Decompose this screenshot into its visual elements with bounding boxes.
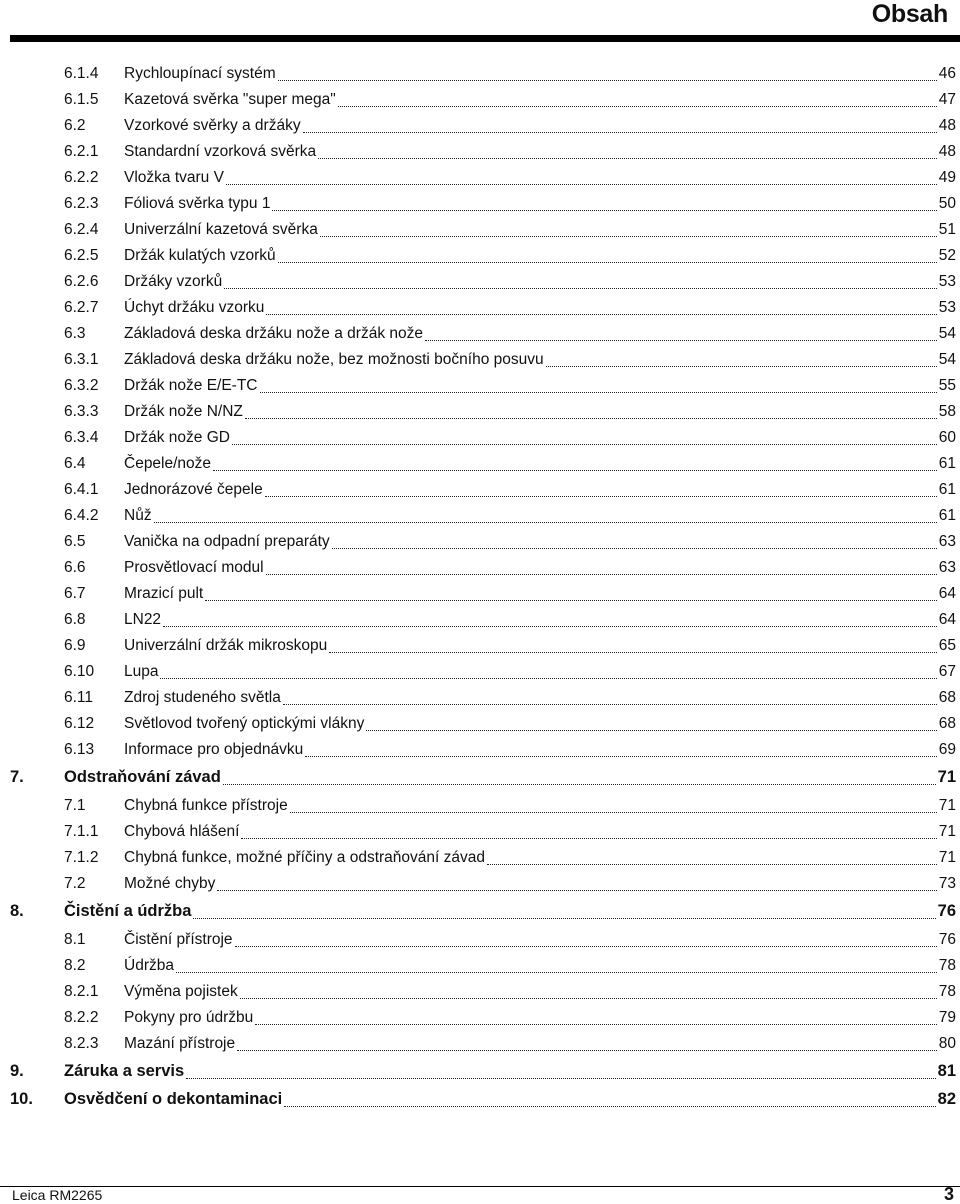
toc-entry-page[interactable]: 51 xyxy=(938,221,956,238)
toc-entry[interactable] xyxy=(10,607,956,633)
toc-entry-title[interactable]: Světlovod tvořený optickými vlákny xyxy=(124,715,365,732)
footer-page-number: 3 xyxy=(943,1184,954,1204)
toc-entry[interactable] xyxy=(10,165,956,191)
toc-entry-page[interactable]: 71 xyxy=(938,823,956,840)
toc-entry-title[interactable]: Chybová hlášení xyxy=(124,823,240,840)
toc-entry-title[interactable]: Údržba xyxy=(124,957,174,974)
toc-entry[interactable] xyxy=(10,737,956,763)
toc-entry-page[interactable]: 67 xyxy=(938,663,956,680)
toc-entry-page[interactable]: 63 xyxy=(938,559,956,576)
toc-entry[interactable] xyxy=(10,295,956,321)
toc-entry-number: 6.1.5 xyxy=(64,91,99,108)
toc-entry-number: 10. xyxy=(10,1090,33,1108)
toc-entry[interactable] xyxy=(10,1057,956,1085)
toc-entry-number: 6.2.6 xyxy=(64,273,99,290)
toc-entry-title[interactable]: Mazání přístroje xyxy=(124,1035,236,1052)
toc-entry-page[interactable]: 48 xyxy=(938,117,956,134)
toc-entry-number: 8.2 xyxy=(64,957,86,974)
dot-leader xyxy=(241,837,936,839)
toc-entry[interactable] xyxy=(10,979,956,1005)
toc-entry-number: 7.1.2 xyxy=(64,849,99,866)
dot-leader xyxy=(329,651,936,653)
toc-entry-page[interactable]: 80 xyxy=(938,1035,956,1052)
toc-entry-page[interactable]: 48 xyxy=(938,143,956,160)
dot-leader xyxy=(193,917,935,919)
dot-leader xyxy=(320,235,937,237)
toc-entry-page[interactable]: 73 xyxy=(938,875,956,892)
toc-entry[interactable] xyxy=(10,1031,956,1057)
dot-leader xyxy=(237,1049,937,1051)
toc-entry-number: 8.2.3 xyxy=(64,1035,99,1052)
toc-entry-number: 6.9 xyxy=(64,637,86,654)
toc-entry-page[interactable]: 63 xyxy=(938,533,956,550)
toc-entry-title[interactable]: Čepele/nože xyxy=(124,455,212,472)
dot-leader xyxy=(255,1023,937,1025)
toc-entry-page[interactable]: 76 xyxy=(938,931,956,948)
toc-entry-title[interactable]: Odstraňování závad xyxy=(64,768,221,786)
toc-entry-title[interactable]: Základová deska držáku nože, bez možnosti bočního posuvu xyxy=(124,351,544,368)
toc-entry-number: 7. xyxy=(10,768,24,786)
toc-entry[interactable] xyxy=(10,1005,956,1031)
toc-entry-number: 6.3.4 xyxy=(64,429,99,446)
toc-entry-number: 6.2.4 xyxy=(64,221,99,238)
toc-entry-number: 8.2.2 xyxy=(64,1009,99,1026)
toc-entry-number: 6.3.2 xyxy=(64,377,99,394)
toc-entry[interactable] xyxy=(10,503,956,529)
toc-entry[interactable] xyxy=(10,871,956,897)
toc-entry-number: 6.2.3 xyxy=(64,195,99,212)
toc-entry-page[interactable]: 53 xyxy=(938,273,956,290)
toc-entry-number: 6.13 xyxy=(64,741,95,758)
toc-entry-title[interactable]: Standardní vzorková svěrka xyxy=(124,143,317,160)
dot-leader xyxy=(290,811,937,813)
toc-entry[interactable] xyxy=(10,711,956,737)
toc-entry-number: 6.2.2 xyxy=(64,169,99,186)
toc-entry-title[interactable]: Držák nože GD xyxy=(124,429,230,446)
toc-entry[interactable] xyxy=(10,269,956,295)
toc-entry-page[interactable]: 71 xyxy=(938,849,956,866)
dot-leader xyxy=(487,863,937,865)
dot-leader xyxy=(186,1077,935,1079)
toc-entry[interactable] xyxy=(10,685,956,711)
toc-entry[interactable] xyxy=(10,373,956,399)
toc-entry-title[interactable]: Vložka tvaru V xyxy=(124,169,224,186)
dot-leader xyxy=(278,79,937,81)
toc-entry-page[interactable]: 81 xyxy=(937,1062,956,1080)
toc-entry-number: 6.3.1 xyxy=(64,351,99,368)
toc-entry-number: 6.7 xyxy=(64,585,86,602)
toc-entry-page[interactable]: 76 xyxy=(937,902,956,920)
toc-entry-page[interactable]: 61 xyxy=(938,455,956,472)
dot-leader xyxy=(226,183,937,185)
footer-product-name: Leica RM2265 xyxy=(12,1187,103,1203)
toc-entry-title[interactable]: Pokyny pro údržbu xyxy=(124,1009,254,1026)
toc-entry-page[interactable]: 64 xyxy=(938,585,956,602)
toc-entry-page[interactable]: 52 xyxy=(938,247,956,264)
toc-entry-number: 6.5 xyxy=(64,533,86,550)
dot-leader xyxy=(332,547,937,549)
toc-entry-page[interactable]: 47 xyxy=(938,91,956,108)
toc-entry-page[interactable]: 64 xyxy=(938,611,956,628)
toc-entry[interactable] xyxy=(10,61,956,87)
header-rule xyxy=(10,35,960,42)
toc-entry[interactable] xyxy=(10,191,956,217)
toc-entry-number: 6.3 xyxy=(64,325,86,342)
toc-entry-number: 7.1.1 xyxy=(64,823,99,840)
toc-entry[interactable] xyxy=(10,763,956,791)
toc-entry-number: 7.1 xyxy=(64,797,86,814)
toc-entry-title[interactable]: Zdroj studeného světla xyxy=(124,689,281,706)
toc-entry-number: 6.4 xyxy=(64,455,86,472)
dot-leader xyxy=(278,261,937,263)
toc-entry[interactable] xyxy=(10,243,956,269)
dot-leader xyxy=(303,131,937,133)
dot-leader xyxy=(425,339,937,341)
toc-entry-title[interactable]: Prosvětlovací modul xyxy=(124,559,264,576)
toc-entry-page[interactable]: 53 xyxy=(938,299,956,316)
toc-entry-number: 6.11 xyxy=(64,689,94,706)
toc-entry-title[interactable]: Univerzální kazetová svěrka xyxy=(124,221,318,238)
toc-entry[interactable] xyxy=(10,217,956,243)
toc-entry-page[interactable]: 71 xyxy=(938,797,956,814)
toc-entry-title[interactable]: Úchyt držáku vzorku xyxy=(124,299,265,316)
dot-leader xyxy=(163,625,937,627)
toc-entry-page[interactable]: 61 xyxy=(938,507,956,524)
toc-entry[interactable] xyxy=(10,139,956,165)
toc-entry-number: 6.4.2 xyxy=(64,507,99,524)
toc-entry[interactable] xyxy=(10,451,956,477)
toc-entry-page[interactable]: 69 xyxy=(938,741,956,758)
toc-entry[interactable] xyxy=(10,845,956,871)
toc-entry[interactable] xyxy=(10,399,956,425)
toc-entry-title[interactable]: Čistění a údržba xyxy=(64,902,192,920)
toc-entry-page[interactable]: 60 xyxy=(938,429,956,446)
dot-leader xyxy=(305,755,937,757)
toc-entry-title[interactable]: Držák nože N/NZ xyxy=(124,403,243,420)
dot-leader xyxy=(318,157,937,159)
toc-entry-number: 6.2.1 xyxy=(64,143,99,160)
toc-entry-title[interactable]: Jednorázové čepele xyxy=(124,481,263,498)
dot-leader xyxy=(245,417,937,419)
toc-entry-page[interactable]: 58 xyxy=(938,403,956,420)
toc-entry-title[interactable]: Vanička na odpadní preparáty xyxy=(124,533,330,550)
toc-entry[interactable] xyxy=(10,927,956,953)
dot-leader xyxy=(224,287,937,289)
toc-entry[interactable] xyxy=(10,819,956,845)
toc-entry-number: 7.2 xyxy=(64,875,86,892)
toc-entry-number: 6.1.4 xyxy=(64,65,99,82)
toc-entry-page[interactable]: 65 xyxy=(938,637,956,654)
dot-leader xyxy=(232,443,937,445)
toc-entry-page[interactable]: 82 xyxy=(937,1090,956,1108)
dot-leader xyxy=(235,945,937,947)
toc-entry[interactable] xyxy=(10,477,956,503)
toc-entry[interactable] xyxy=(10,793,956,819)
toc-entry-page[interactable]: 49 xyxy=(938,169,956,186)
dot-leader xyxy=(260,391,937,393)
toc-entry[interactable] xyxy=(10,953,956,979)
dot-leader xyxy=(213,469,937,471)
table-of-contents xyxy=(10,61,956,1113)
toc-entry-number: 8. xyxy=(10,902,24,920)
toc-entry-title[interactable]: Držáky vzorků xyxy=(124,273,223,290)
page-title: Obsah xyxy=(871,0,948,28)
toc-entry-number: 8.1 xyxy=(64,931,86,948)
toc-entry-page[interactable]: 46 xyxy=(938,65,956,82)
toc-entry-number: 6.2.7 xyxy=(64,299,99,316)
toc-entry-number: 6.2.5 xyxy=(64,247,99,264)
toc-entry-title[interactable]: Chybná funkce, možné příčiny a odstraňování závad xyxy=(124,849,486,866)
toc-entry-number: 8.2.1 xyxy=(64,983,99,1000)
toc-entry-title[interactable]: Držák kulatých vzorků xyxy=(124,247,276,264)
toc-entry-page[interactable]: 71 xyxy=(937,768,956,786)
dot-leader xyxy=(283,703,937,705)
toc-entry-title[interactable]: Vzorkové svěrky a držáky xyxy=(124,117,301,134)
toc-entry-title[interactable]: Mrazicí pult xyxy=(124,585,204,602)
toc-entry[interactable] xyxy=(10,1085,956,1113)
toc-entry[interactable] xyxy=(10,425,956,451)
toc-entry-page[interactable]: 54 xyxy=(938,325,956,342)
dot-leader xyxy=(272,209,936,211)
toc-entry-page[interactable]: 79 xyxy=(938,1009,956,1026)
toc-entry-number: 9. xyxy=(10,1062,24,1080)
dot-leader xyxy=(265,495,937,497)
toc-entry-page[interactable]: 54 xyxy=(938,351,956,368)
dot-leader xyxy=(217,889,936,891)
dot-leader xyxy=(154,521,937,523)
toc-entry-page[interactable]: 50 xyxy=(938,195,956,212)
dot-leader xyxy=(223,783,936,785)
toc-entry-page[interactable]: 61 xyxy=(938,481,956,498)
dot-leader xyxy=(176,971,937,973)
toc-entry-title[interactable]: Možné chyby xyxy=(124,875,216,892)
toc-entry[interactable] xyxy=(10,555,956,581)
toc-entry-page[interactable]: 78 xyxy=(938,957,956,974)
toc-entry-number: 6.8 xyxy=(64,611,86,628)
footer-rule xyxy=(0,1186,960,1187)
toc-entry-title[interactable]: Výměna pojistek xyxy=(124,983,238,1000)
dot-leader xyxy=(205,599,937,601)
toc-entry[interactable] xyxy=(10,633,956,659)
toc-entry[interactable] xyxy=(10,529,956,555)
toc-entry-title[interactable]: Lupa xyxy=(124,663,159,680)
toc-entry-page[interactable]: 68 xyxy=(938,715,956,732)
toc-entry-title[interactable]: Kazetová svěrka "super mega" xyxy=(124,91,336,108)
dot-leader xyxy=(546,365,937,367)
toc-entry-number: 6.12 xyxy=(64,715,95,732)
toc-entry-number: 6.4.1 xyxy=(64,481,99,498)
toc-entry[interactable] xyxy=(10,897,956,925)
dot-leader xyxy=(366,729,936,731)
toc-entry-title[interactable]: Držák nože E/E-TC xyxy=(124,377,258,394)
toc-entry[interactable] xyxy=(10,321,956,347)
toc-entry-title[interactable]: Univerzální držák mikroskopu xyxy=(124,637,328,654)
toc-entry-page[interactable]: 55 xyxy=(938,377,956,394)
dot-leader xyxy=(266,313,936,315)
toc-entry-title[interactable]: Informace pro objednávku xyxy=(124,741,304,758)
dot-leader xyxy=(240,997,937,999)
toc-entry-number: 6.3.3 xyxy=(64,403,99,420)
toc-entry-number: 6.6 xyxy=(64,559,86,576)
toc-entry-title[interactable]: Čistění přístroje xyxy=(124,931,233,948)
toc-entry-number: 6.10 xyxy=(64,663,95,680)
dot-leader xyxy=(160,677,936,679)
toc-entry-title[interactable]: Rychloupínací systém xyxy=(124,65,276,82)
toc-entry[interactable] xyxy=(10,113,956,139)
toc-entry[interactable] xyxy=(10,347,956,373)
toc-entry[interactable] xyxy=(10,87,956,113)
toc-entry[interactable] xyxy=(10,581,956,607)
dot-leader xyxy=(266,573,937,575)
dot-leader xyxy=(338,105,937,107)
toc-entry-title[interactable]: Osvědčení o dekontaminaci xyxy=(64,1090,283,1108)
toc-entry-page[interactable]: 78 xyxy=(938,983,956,1000)
toc-entry[interactable] xyxy=(10,659,956,685)
toc-entry-title[interactable]: Chybná funkce přístroje xyxy=(124,797,288,814)
toc-entry-title[interactable]: Základová deska držáku nože a držák nože xyxy=(124,325,423,342)
toc-entry-title[interactable]: Fóliová svěrka typu 1 xyxy=(124,195,271,212)
toc-entry-title[interactable]: Nůž xyxy=(124,507,152,524)
toc-entry-number: 6.2 xyxy=(64,117,86,134)
dot-leader xyxy=(284,1105,935,1107)
toc-entry-page[interactable]: 68 xyxy=(938,689,956,706)
toc-entry-title[interactable]: Záruka a servis xyxy=(64,1062,185,1080)
toc-entry-title[interactable]: LN22 xyxy=(124,611,162,628)
